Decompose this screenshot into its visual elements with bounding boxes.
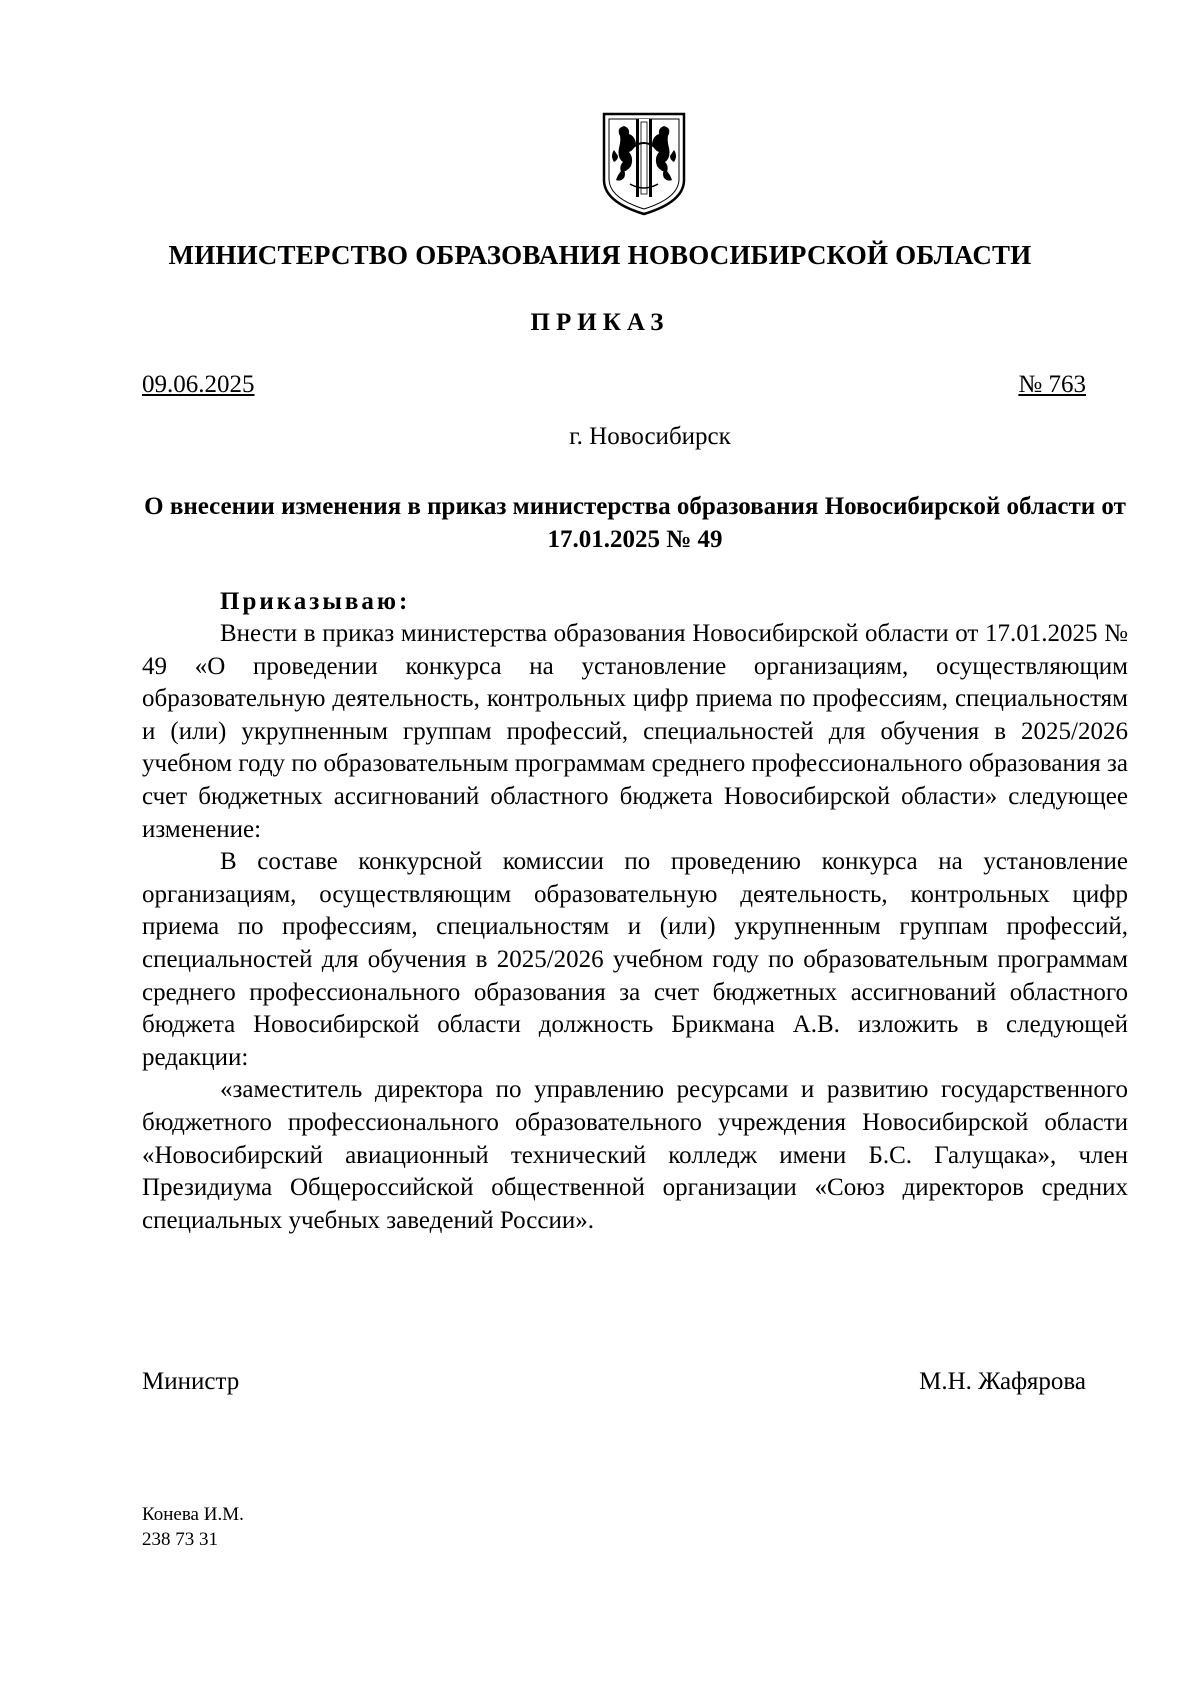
signatory-name: М.Н. Жафярова	[919, 1368, 1086, 1395]
body-paragraph: «заместитель директора по управлению ресурсами и развитию государственного бюджетного профессионального образовательного учреждения Новосибирской области «Новосибирский авиационный технический колледж имени Б.С. Галущака», член Президиума Общероссийской общественной организации «Союз директоров средних специальных учебных заведений России».	[142, 1076, 1128, 1234]
order-subject: О внесении изменения в приказ министерства образования Новосибирской области от 17.01.2025 № 49	[144, 493, 1126, 553]
executor-block	[142, 1502, 244, 1552]
order-number: № 763	[1018, 371, 1086, 398]
order-body	[142, 618, 1128, 1237]
coat-of-arms-icon	[600, 110, 688, 218]
order-date: 09.06.2025	[142, 371, 255, 398]
issue-city: г. Новосибирск	[569, 423, 731, 450]
executor-name: Конева И.М.	[142, 1504, 244, 1525]
body-paragraph: В составе конкурсной комиссии по проведению конкурса на установление организациям, осуществляющим образовательную деятельность, контрольных цифр приема по профессиям, специальностям и (или) укрупненным группам профессий, специальностей для обучения в 2025/2026 учебном году по образовательным программам среднего профессионального образования за счет бюджетных ассигнований областного бюджета Новосибирской области должность Брикмана А.В. изложить в следующей редакции:	[142, 848, 1128, 1071]
body-paragraph: Внести в приказ министерства образования Новосибирской области от 17.01.2025 № 49 «О проведении конкурса на установление организациям, осуществляющим образовательную деятельность, контрольных цифр приема по профессиям, специальностям и (или) укрупненным группам профессий, специальностей для обучения в 2025/2026 учебном году по образовательным программам среднего профессионального образования за счет бюджетных ассигнований областного бюджета Новосибирской области» следующее изменение:	[142, 620, 1128, 843]
signatory-title: Министр	[142, 1368, 240, 1395]
document-type: ПРИКАЗ	[530, 309, 670, 336]
executor-phone: 238 73 31	[142, 1529, 218, 1550]
directive-heading: Приказываю:	[220, 588, 411, 615]
ministry-name: МИНИСТЕРСТВО ОБРАЗОВАНИЯ НОВОСИБИРСКОЙ ОБЛАСТИ	[168, 240, 1032, 270]
